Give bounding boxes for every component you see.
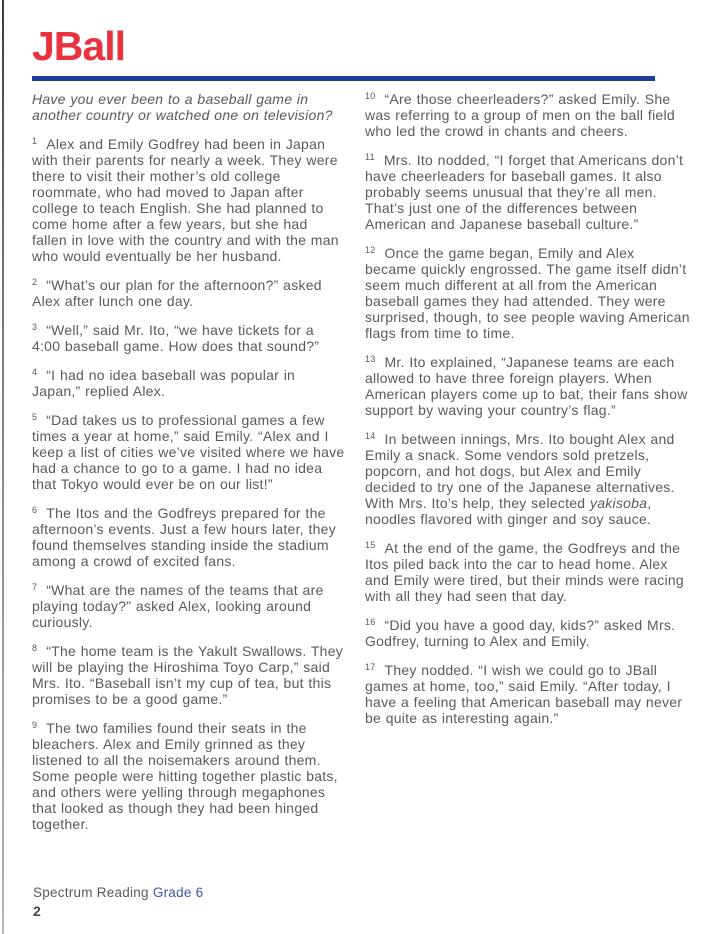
paragraph-number: 9: [32, 720, 38, 730]
paragraph-number: 8: [32, 643, 38, 653]
paragraph-number: 3: [32, 322, 38, 332]
footer-series-label: Spectrum Reading: [33, 885, 153, 900]
passage-paragraph: $^5$ “Dad takes us to professional games a few times a year at home,” said Emily. “Alex and I keep a list of cities we’ve visited where we have had a chance to go to a game. I had no idea that Tokyo would ever be on our list!”: [32, 412, 345, 492]
passage-paragraph: $^{11}$ Mrs. Ito nodded, “I forget that Americans don’t have cheerleaders for baseball games. It also probably seems unusual that they’re all men. That’s just one of the differences between American and Japanese baseball culture.”: [365, 152, 684, 232]
right-paragraphs: [365, 91, 690, 726]
passage-paragraph: $^{14}$ In between innings, Mrs. Ito bought Alex and Emily a snack. Some vendors sold pretzels, popcorn, and hot dogs, but Alex and Emily decided to try one of the Japanese alternatives. With Mrs. Ito’s help, they selected yakisoba, noodles flavored with ginger and soy sauce.: [365, 431, 675, 527]
footer-grade-label: Grade 6: [152, 885, 204, 900]
worksheet-page: [32, 0, 690, 845]
paragraph-number: 2: [32, 277, 38, 287]
page-footer: [33, 885, 203, 919]
title-underline-rule: [32, 76, 655, 81]
passage-paragraph: $^{17}$ They nodded. “I wish we could go to JBall games at home, too,” said Emily. “After today, I have a feeling that American baseball may never be quite as interesting again.”: [365, 662, 683, 726]
paragraph-number: 1: [32, 136, 38, 146]
passage-paragraph: $^{10}$ “Are those cheerleaders?” asked Emily. She was referring to a group of men on the ball field who led the crowd in chants and cheers.: [365, 91, 675, 139]
paragraph-number: 14: [365, 431, 376, 441]
paragraph-number: 5: [32, 412, 38, 422]
passage-paragraph: $^9$ The two families found their seats in the bleachers. Alex and Emily grinned as they listened to all the noisemakers around them. Some people were hitting together plastic bats, and others were yelling through megaphones that looked as though they had been hinged together.: [32, 720, 338, 832]
passage-columns: [32, 91, 690, 845]
passage-paragraph: $^{13}$ Mr. Ito explained, “Japanese teams are each allowed to have three foreign players. When American players come up to bat, their fans show support by waving your country’s flag.”: [365, 354, 688, 418]
paragraph-number: 11: [365, 152, 375, 162]
paragraph-number: 13: [365, 354, 376, 364]
paragraph-number: 17: [365, 662, 376, 672]
passage-right-column: [365, 91, 690, 845]
paragraph-number: 12: [365, 245, 376, 255]
passage-paragraph: $^6$ The Itos and the Godfreys prepared for the afternoon’s events. Just a few hours later, they found themselves standing inside the stadium among a crowd of excited fans.: [32, 505, 336, 569]
paragraph-number: 15: [365, 540, 376, 550]
passage-paragraph: $^{12}$ Once the game began, Emily and Alex became quickly engrossed. The game itself didn’t seem much different at all from the American baseball games they had attended. They were surprised, though, to see people waving American flags from time to time.: [365, 245, 690, 341]
passage-left-column: [32, 91, 345, 845]
paragraph-number: 4: [32, 367, 38, 377]
footer-series-line: [33, 885, 203, 900]
passage-paragraph: $^8$ “The home team is the Yakult Swallows. They will be playing the Hiroshima Toyo Carp,” said Mrs. Ito. “Baseball isn’t my cup of tea, but this promises to be a good game.”: [32, 643, 343, 707]
passage-paragraph: $^2$ “What’s our plan for the afternoon?” asked Alex after lunch one day.: [32, 277, 322, 309]
passage-paragraph: $^{16}$ “Did you have a good day, kids?” asked Mrs. Godfrey, turning to Alex and Emily.: [365, 617, 676, 649]
passage-paragraph: $^1$ Alex and Emily Godfrey had been in Japan with their parents for nearly a week. They were there to visit their mother’s old college roommate, who had moved to Japan after college to teach English. She had planned to come home after a few years, but she had fallen in love with the country and with the man who would eventually be her husband.: [32, 136, 339, 264]
paragraph-number: 16: [365, 617, 376, 627]
passage-paragraph: $^3$ “Well,” said Mr. Ito, “we have tickets for a 4:00 baseball game. How does that sound?”: [32, 322, 320, 354]
page-number: 2: [33, 903, 42, 919]
passage-title: JBall: [32, 23, 125, 69]
paragraph-number: 10: [365, 91, 376, 101]
paragraph-number: 7: [32, 582, 38, 592]
left-paragraphs: [32, 136, 345, 832]
passage-paragraph: $^4$ “I had no idea baseball was popular in Japan,” replied Alex.: [32, 367, 296, 399]
paragraph-number: 6: [32, 505, 38, 515]
passage-intro-question: Have you ever been to a baseball game in another country or watched one on television?: [32, 91, 333, 123]
scan-edge-artifact: [2, 0, 4, 934]
passage-paragraph: $^7$ “What are the names of the teams that are playing today?” asked Alex, looking around curiously.: [32, 582, 324, 630]
passage-paragraph: $^{15}$ At the end of the game, the Godfreys and the Itos piled back into the car to head home. Alex and Emily were tired, but their minds were racing with all they had seen that day.: [365, 540, 684, 604]
